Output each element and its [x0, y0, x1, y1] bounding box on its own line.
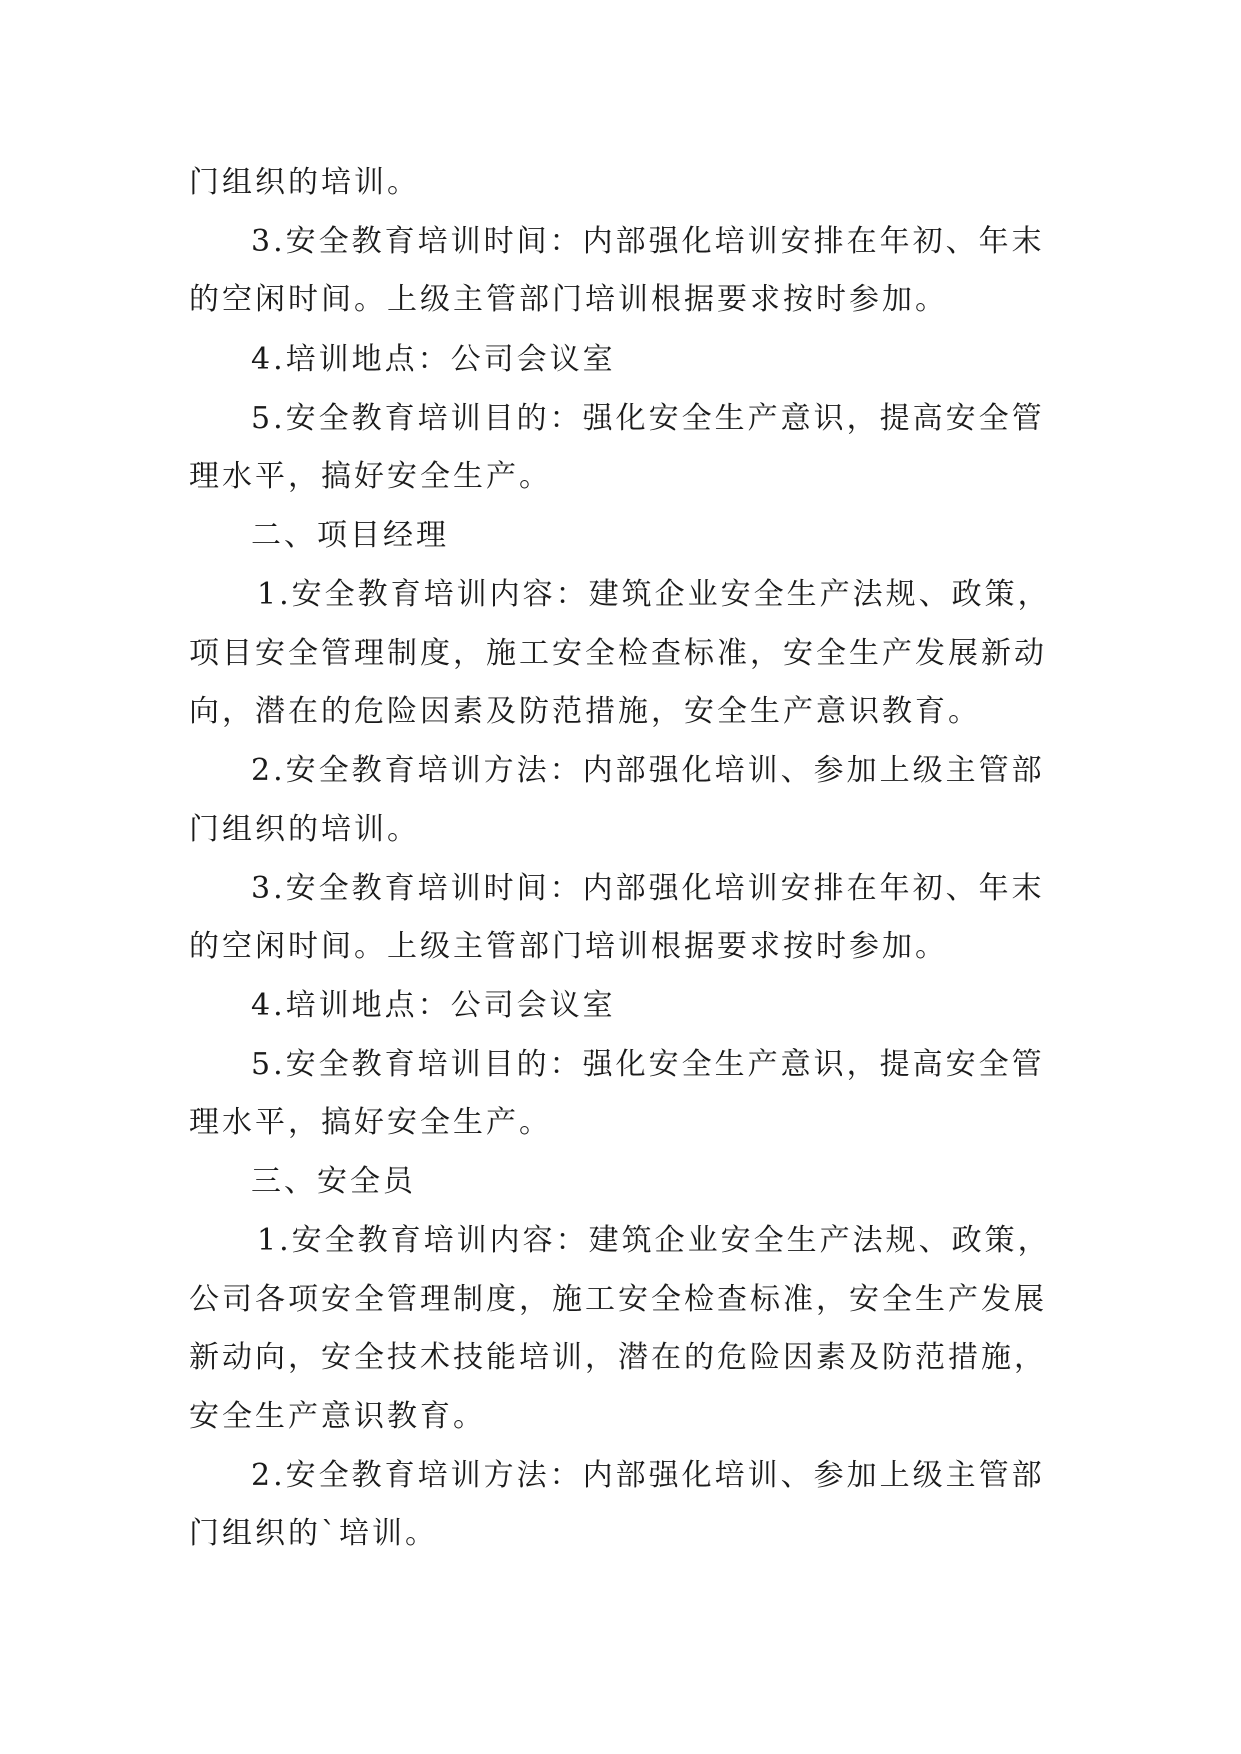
- text-line: 门组织的培训。: [189, 165, 420, 200]
- section-heading: 三、安全员: [251, 1164, 416, 1199]
- text-line: 5.安全教育培训目的：强化安全生产意识，提高安全管: [251, 401, 1045, 436]
- text-line: 理水平，搞好安全生产。: [189, 1105, 552, 1140]
- text-line: 1.安全教育培训内容：建筑企业安全生产法规、政策，: [257, 1223, 1051, 1258]
- text-line: 的空闲时间。上级主管部门培训根据要求按时参加。: [189, 282, 948, 317]
- text-line: 门组织的`培训。: [189, 1516, 438, 1551]
- text-line: 的空闲时间。上级主管部门培训根据要求按时参加。: [189, 929, 948, 964]
- text-line: 3.安全教育培训时间：内部强化培训安排在年初、年末: [251, 871, 1045, 906]
- text-line: 4.培训地点：公司会议室: [251, 988, 616, 1023]
- section-heading: 二、项目经理: [251, 518, 449, 553]
- text-line: 5.安全教育培训目的：强化安全生产意识，提高安全管: [251, 1047, 1045, 1082]
- text-line: 新动向，安全技术技能培训，潜在的危险因素及防范措施，: [189, 1340, 1047, 1375]
- text-line: 公司各项安全管理制度，施工安全检查标准，安全生产发展: [189, 1282, 1047, 1317]
- text-line: 2.安全教育培训方法：内部强化培训、参加上级主管部: [251, 1458, 1045, 1493]
- text-line: 1.安全教育培训内容：建筑企业安全生产法规、政策，: [257, 577, 1051, 612]
- text-line: 门组织的培训。: [189, 812, 420, 847]
- text-line: 3.安全教育培训时间：内部强化培训安排在年初、年末: [251, 224, 1045, 259]
- text-line: 项目安全管理制度，施工安全检查标准，安全生产发展新动: [189, 636, 1047, 671]
- text-line: 4.培训地点：公司会议室: [251, 342, 616, 377]
- text-line: 向，潜在的危险因素及防范措施，安全生产意识教育。: [189, 694, 981, 729]
- text-line: 2.安全教育培训方法：内部强化培训、参加上级主管部: [251, 753, 1045, 788]
- text-line: 安全生产意识教育。: [189, 1399, 486, 1434]
- text-line: 理水平，搞好安全生产。: [189, 459, 552, 494]
